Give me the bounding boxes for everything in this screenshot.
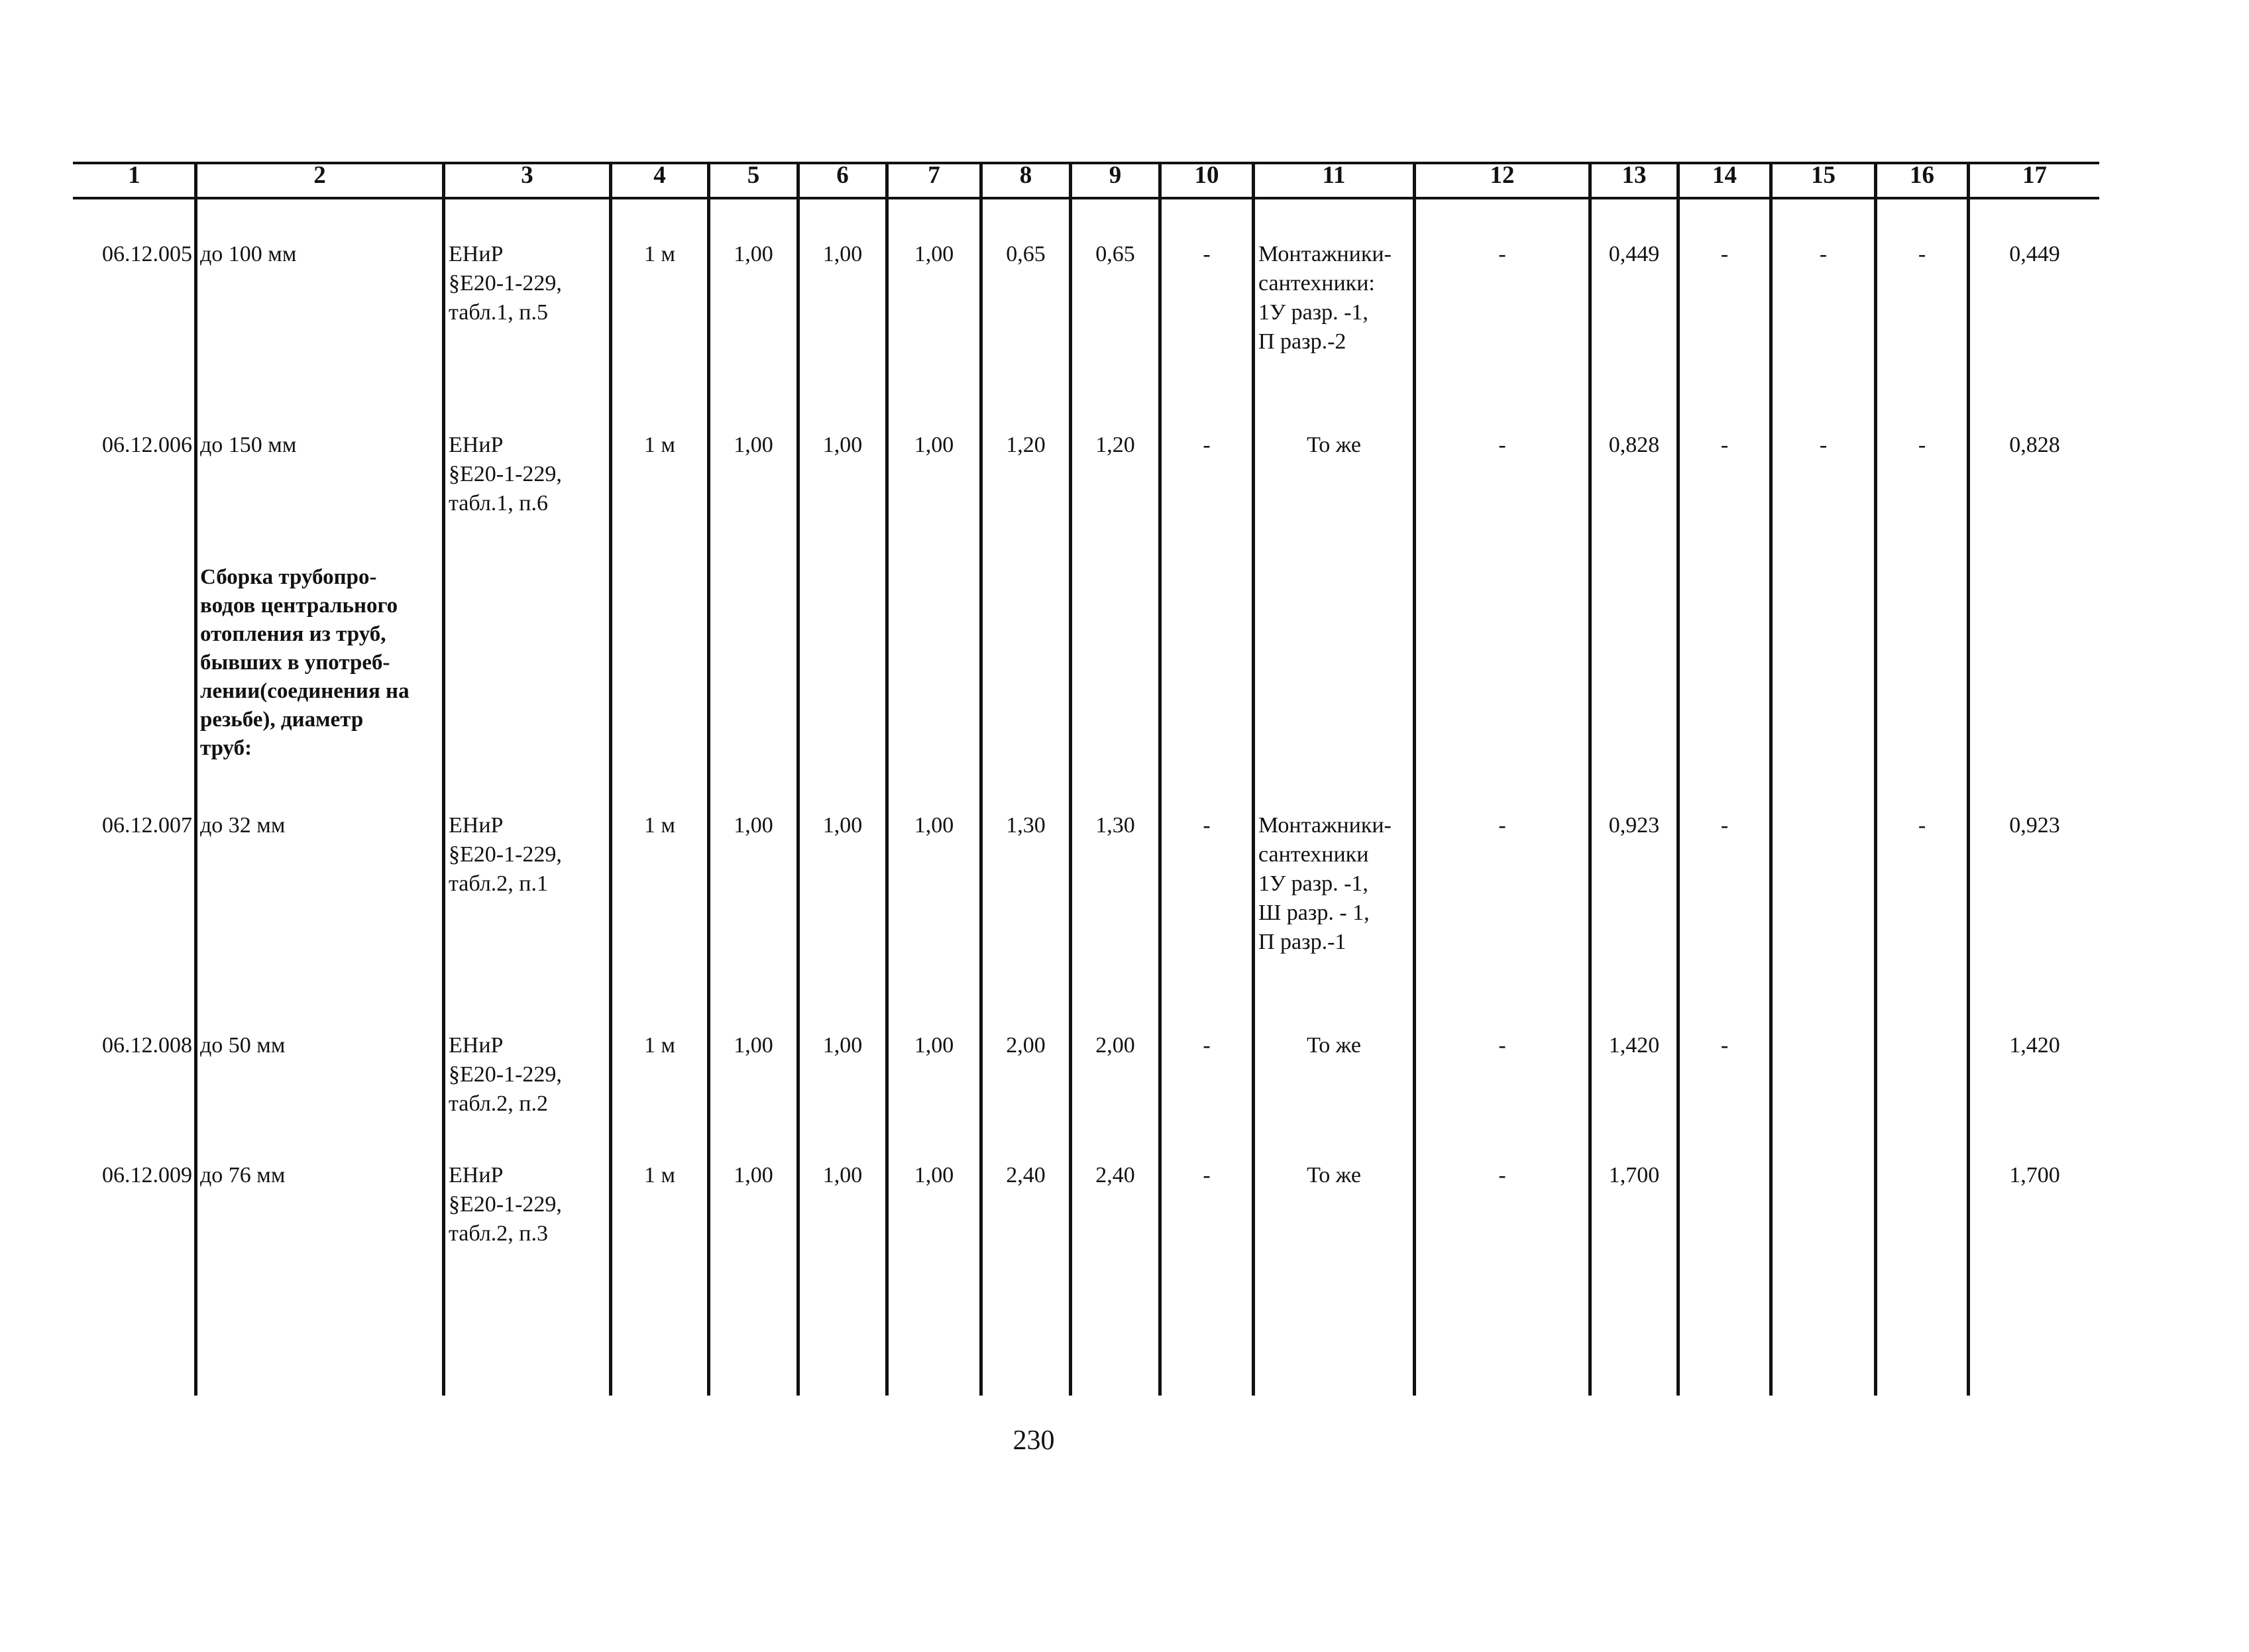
- row-col9: 1,30: [1095, 813, 1135, 838]
- row-col10: -: [1203, 1033, 1211, 1058]
- header-col-3: 3: [521, 162, 533, 189]
- col-divider: [979, 162, 983, 1396]
- row-col10: -: [1203, 1163, 1211, 1187]
- row-col6: 1,00: [822, 1163, 863, 1187]
- header-col-14: 14: [1712, 162, 1737, 189]
- row-name: до 76 мм: [200, 1163, 286, 1187]
- row-col5: 1,00: [734, 433, 773, 457]
- row-col14: -: [1720, 242, 1729, 266]
- row-col8: 1,20: [1006, 433, 1046, 457]
- header-col-7: 7: [928, 162, 940, 189]
- row-workers: Монтажники- сантехники: 1У разр. -1, П разр.-2: [1258, 242, 1392, 354]
- row-col15: -: [1819, 242, 1828, 266]
- row-col5: 1,00: [734, 242, 773, 266]
- row-name: до 150 мм: [200, 433, 297, 457]
- col-divider: [1069, 162, 1072, 1396]
- row-col7: 1,00: [914, 433, 954, 457]
- row-col15: -: [1819, 433, 1828, 457]
- col-divider: [1588, 162, 1592, 1396]
- col-divider: [1874, 162, 1877, 1396]
- col-divider: [707, 162, 710, 1396]
- row-col12: -: [1498, 1163, 1506, 1187]
- row-unit: 1 м: [643, 242, 675, 266]
- header-col-6: 6: [836, 162, 849, 189]
- header-col-5: 5: [747, 162, 760, 189]
- row-code: 06.12.006: [102, 433, 192, 457]
- row-col13: 1,420: [1608, 1033, 1660, 1058]
- row-code: 06.12.005: [102, 242, 192, 266]
- row-col13: 0,828: [1608, 433, 1660, 457]
- row-col7: 1,00: [914, 1033, 954, 1058]
- row-col6: 1,00: [822, 433, 863, 457]
- row-col14: -: [1720, 1033, 1729, 1058]
- row-workers: Монтажники- сантехники 1У разр. -1, Ш разр. - 1, П разр.-1: [1258, 813, 1392, 954]
- header-col-4: 4: [653, 162, 666, 189]
- row-col13: 0,449: [1608, 242, 1660, 266]
- row-col6: 1,00: [822, 1033, 863, 1058]
- header-col-12: 12: [1490, 162, 1515, 189]
- row-col9: 2,40: [1095, 1163, 1135, 1187]
- section-title: Сборка трубопро- водов центрального отопления из труб, бывших в употреб- лении(соединения на резьбе), диаметр труб:: [200, 565, 410, 760]
- page-number: 230: [1013, 1425, 1055, 1456]
- row-col16: -: [1918, 433, 1926, 457]
- header-col-8: 8: [1019, 162, 1032, 189]
- row-col13: 0,923: [1608, 813, 1660, 838]
- row-col7: 1,00: [914, 813, 954, 838]
- row-col8: 0,65: [1006, 242, 1046, 266]
- row-name: до 50 мм: [200, 1033, 286, 1058]
- header-bottom-rule: [73, 197, 2099, 199]
- row-col9: 0,65: [1095, 242, 1135, 266]
- header-col-2: 2: [313, 162, 326, 189]
- row-col17: 0,449: [2009, 242, 2060, 266]
- row-col8: 2,40: [1006, 1163, 1046, 1187]
- row-col6: 1,00: [822, 813, 863, 838]
- header-col-13: 13: [1621, 162, 1647, 189]
- header-col-11: 11: [1322, 162, 1346, 189]
- row-col5: 1,00: [734, 813, 773, 838]
- row-col12: -: [1498, 433, 1506, 457]
- row-col14: -: [1720, 433, 1729, 457]
- row-col9: 1,20: [1095, 433, 1135, 457]
- header-col-15: 15: [1811, 162, 1836, 189]
- row-workers: То же: [1307, 433, 1361, 457]
- row-unit: 1 м: [643, 1033, 675, 1058]
- row-col10: -: [1203, 242, 1211, 266]
- row-unit: 1 м: [643, 1163, 675, 1187]
- row-col16: -: [1918, 242, 1926, 266]
- row-unit: 1 м: [643, 813, 675, 838]
- col-divider: [796, 162, 800, 1396]
- col-divider: [1769, 162, 1773, 1396]
- row-col17: 0,828: [2009, 433, 2060, 457]
- col-divider: [1676, 162, 1680, 1396]
- row-workers: То же: [1307, 1163, 1361, 1187]
- row-col16: -: [1918, 813, 1926, 838]
- col-divider: [1158, 162, 1162, 1396]
- col-divider: [194, 162, 197, 1396]
- row-code: 06.12.009: [102, 1163, 192, 1187]
- row-code: 06.12.007: [102, 813, 192, 838]
- row-col17: 1,700: [2009, 1163, 2060, 1187]
- row-col5: 1,00: [734, 1163, 773, 1187]
- row-col17: 0,923: [2009, 813, 2060, 838]
- row-source: ЕНиР §Е20-1-229, табл.2, п.2: [449, 1033, 562, 1116]
- header-col-9: 9: [1109, 162, 1122, 189]
- row-source: ЕНиР §Е20-1-229, табл.2, п.1: [449, 813, 562, 896]
- row-col12: -: [1498, 813, 1506, 838]
- row-unit: 1 м: [643, 433, 675, 457]
- row-workers: То же: [1307, 1033, 1361, 1058]
- row-code: 06.12.008: [102, 1033, 192, 1058]
- row-col7: 1,00: [914, 242, 954, 266]
- row-col8: 1,30: [1006, 813, 1046, 838]
- col-divider: [609, 162, 612, 1396]
- row-source: ЕНиР §Е20-1-229, табл.2, п.3: [449, 1163, 562, 1246]
- row-col5: 1,00: [734, 1033, 773, 1058]
- row-col14: -: [1720, 813, 1729, 838]
- row-col8: 2,00: [1006, 1033, 1046, 1058]
- row-col10: -: [1203, 813, 1211, 838]
- row-col6: 1,00: [822, 242, 863, 266]
- row-name: до 100 мм: [200, 242, 297, 266]
- row-source: ЕНиР §Е20-1-229, табл.1, п.5: [449, 242, 562, 325]
- row-col9: 2,00: [1095, 1033, 1135, 1058]
- row-col7: 1,00: [914, 1163, 954, 1187]
- col-divider: [1967, 162, 1970, 1396]
- row-col10: -: [1203, 433, 1211, 457]
- col-divider: [442, 162, 445, 1396]
- header-col-10: 10: [1194, 162, 1219, 189]
- row-name: до 32 мм: [200, 813, 286, 838]
- col-divider: [1252, 162, 1255, 1396]
- col-divider: [885, 162, 889, 1396]
- header-col-1: 1: [128, 162, 140, 189]
- row-source: ЕНиР §Е20-1-229, табл.1, п.6: [449, 433, 562, 516]
- row-col13: 1,700: [1608, 1163, 1660, 1187]
- col-divider: [1413, 162, 1416, 1396]
- header-col-17: 17: [2022, 162, 2047, 189]
- row-col12: -: [1498, 242, 1506, 266]
- header-col-16: 16: [1910, 162, 1934, 189]
- row-col17: 1,420: [2009, 1033, 2060, 1058]
- row-col12: -: [1498, 1033, 1506, 1058]
